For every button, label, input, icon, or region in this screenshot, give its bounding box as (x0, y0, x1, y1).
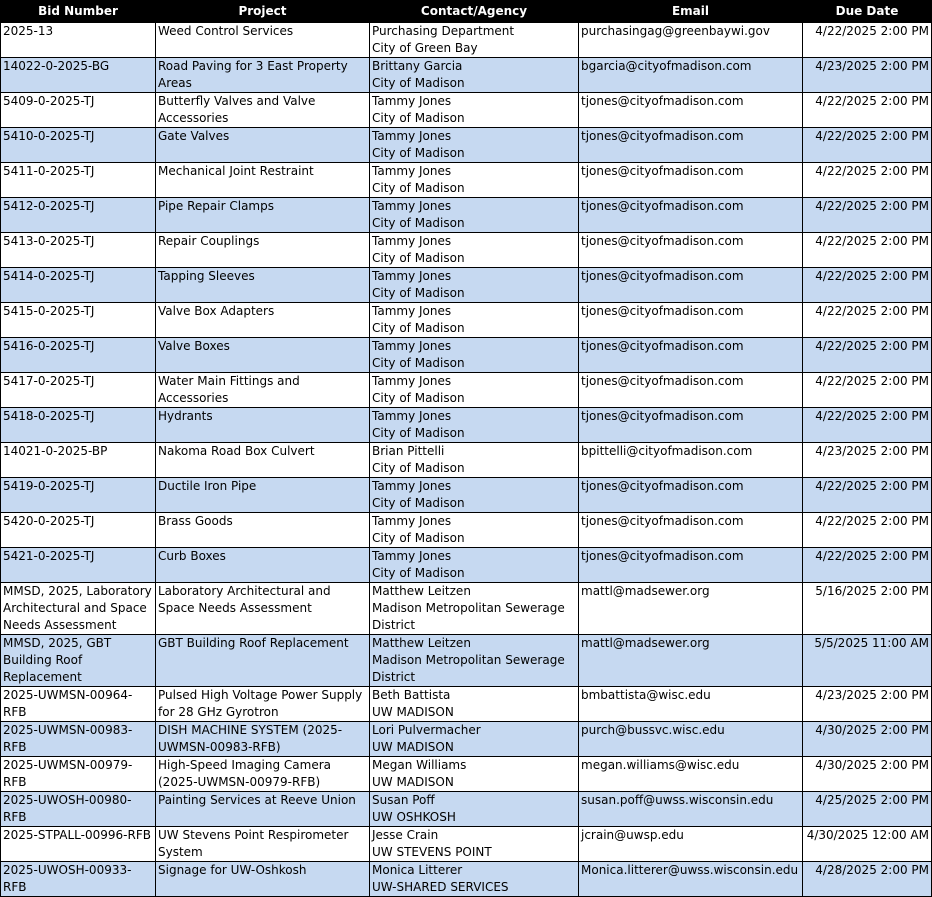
agency-name: City of Madison (372, 146, 465, 160)
agency-name: City of Green Bay (372, 41, 478, 55)
table-row (1, 58, 932, 93)
due-date-cell: 4/23/2025 2:00 PM (803, 687, 932, 722)
bid-number-cell: 14021-0-2025-BP (1, 443, 156, 478)
due-date-cell: 4/22/2025 2:00 PM (803, 408, 932, 443)
due-date-cell: 4/22/2025 2:00 PM (803, 23, 932, 58)
email-cell: tjones@cityofmadison.com (579, 303, 803, 338)
due-date-cell: 5/5/2025 11:00 AM (803, 635, 932, 687)
header-due-date: Due Date (803, 1, 932, 23)
project-cell: Brass Goods (156, 513, 370, 548)
bid-number-cell: MMSD, 2025, GBT Building Roof Replacement (1, 635, 156, 687)
bid-number-cell: 2025-UWMSN-00979-RFB (1, 757, 156, 792)
table-row (1, 478, 932, 513)
table-row (1, 268, 932, 303)
bid-number-cell: 2025-UWMSN-00964-RFB (1, 687, 156, 722)
contact-name: Monica Litterer (372, 863, 463, 877)
contact-agency-cell (370, 513, 579, 548)
contact-agency-cell (370, 443, 579, 478)
contact-agency-cell (370, 722, 579, 757)
table-row (1, 722, 932, 757)
project-cell: Curb Boxes (156, 548, 370, 583)
agency-name: City of Madison (372, 391, 465, 405)
table-row (1, 338, 932, 373)
email-cell: mattl@madsewer.org (579, 583, 803, 635)
table-row (1, 303, 932, 338)
agency-name: City of Madison (372, 566, 465, 580)
due-date-cell: 4/30/2025 12:00 AM (803, 827, 932, 862)
contact-name: Tammy Jones (372, 514, 452, 528)
due-date-cell: 4/22/2025 2:00 PM (803, 93, 932, 128)
bid-number-cell: 5411-0-2025-TJ (1, 163, 156, 198)
email-cell: tjones@cityofmadison.com (579, 408, 803, 443)
table-row (1, 408, 932, 443)
bid-number-cell: 5410-0-2025-TJ (1, 128, 156, 163)
table-row (1, 443, 932, 478)
bid-number-cell: 5409-0-2025-TJ (1, 93, 156, 128)
agency-name: Madison Metropolitan Sewerage District (372, 601, 565, 632)
due-date-cell: 4/22/2025 2:00 PM (803, 373, 932, 408)
contact-agency-cell (370, 548, 579, 583)
project-cell: DISH MACHINE SYSTEM (2025-UWMSN-00983-RFB) (156, 722, 370, 757)
contact-name: Tammy Jones (372, 409, 452, 423)
bid-number-cell: 2025-STPALL-00996-RFB (1, 827, 156, 862)
bid-number-cell: 5420-0-2025-TJ (1, 513, 156, 548)
agency-name: UW MADISON (372, 775, 454, 789)
contact-agency-cell (370, 635, 579, 687)
due-date-cell: 4/25/2025 2:00 PM (803, 792, 932, 827)
bid-number-cell: MMSD, 2025, Laboratory Architectural and Space Needs Assessment (1, 583, 156, 635)
contact-name: Tammy Jones (372, 374, 452, 388)
table-row (1, 233, 932, 268)
email-cell: Monica.litterer@uwss.wisconsin.edu (579, 862, 803, 897)
contact-name: Tammy Jones (372, 269, 452, 283)
agency-name: City of Madison (372, 496, 465, 510)
project-cell: Pulsed High Voltage Power Supply for 28 GHz Gyrotron (156, 687, 370, 722)
project-cell: Laboratory Architectural and Space Needs Assessment (156, 583, 370, 635)
agency-name: City of Madison (372, 181, 465, 195)
contact-name: Megan Williams (372, 758, 467, 772)
agency-name: UW OSHKOSH (372, 810, 456, 824)
project-cell: Hydrants (156, 408, 370, 443)
contact-agency-cell (370, 757, 579, 792)
contact-name: Tammy Jones (372, 339, 452, 353)
due-date-cell: 4/30/2025 2:00 PM (803, 722, 932, 757)
bid-number-cell: 5419-0-2025-TJ (1, 478, 156, 513)
bid-number-cell: 5414-0-2025-TJ (1, 268, 156, 303)
due-date-cell: 4/22/2025 2:00 PM (803, 478, 932, 513)
agency-name: UW MADISON (372, 705, 454, 719)
project-cell: Butterfly Valves and Valve Accessories (156, 93, 370, 128)
contact-agency-cell (370, 23, 579, 58)
header-row (1, 1, 932, 23)
table-row (1, 862, 932, 897)
bid-number-cell: 2025-UWOSH-00933-RFB (1, 862, 156, 897)
project-cell: High-Speed Imaging Camera (2025-UWMSN-00979-RFB) (156, 757, 370, 792)
due-date-cell: 4/22/2025 2:00 PM (803, 198, 932, 233)
contact-agency-cell (370, 338, 579, 373)
project-cell: Valve Boxes (156, 338, 370, 373)
agency-name: City of Madison (372, 426, 465, 440)
agency-name: UW-SHARED SERVICES (372, 880, 509, 894)
contact-agency-cell (370, 827, 579, 862)
table-row (1, 792, 932, 827)
contact-agency-cell (370, 268, 579, 303)
project-cell: Mechanical Joint Restraint (156, 163, 370, 198)
table-row (1, 757, 932, 792)
due-date-cell: 4/22/2025 2:00 PM (803, 128, 932, 163)
contact-agency-cell (370, 792, 579, 827)
table-row (1, 198, 932, 233)
contact-name: Matthew Leitzen (372, 584, 471, 598)
email-cell: susan.poff@uwss.wisconsin.edu (579, 792, 803, 827)
due-date-cell: 4/22/2025 2:00 PM (803, 163, 932, 198)
email-cell: tjones@cityofmadison.com (579, 338, 803, 373)
contact-name: Tammy Jones (372, 199, 452, 213)
email-cell: bmbattista@wisc.edu (579, 687, 803, 722)
due-date-cell: 5/16/2025 2:00 PM (803, 583, 932, 635)
project-cell: Pipe Repair Clamps (156, 198, 370, 233)
email-cell: tjones@cityofmadison.com (579, 163, 803, 198)
table-row (1, 128, 932, 163)
email-cell: tjones@cityofmadison.com (579, 478, 803, 513)
agency-name: City of Madison (372, 531, 465, 545)
contact-agency-cell (370, 373, 579, 408)
table-row (1, 163, 932, 198)
header-project: Project (156, 1, 370, 23)
contact-name: Matthew Leitzen (372, 636, 471, 650)
contact-agency-cell (370, 93, 579, 128)
agency-name: City of Madison (372, 111, 465, 125)
project-cell: Painting Services at Reeve Union (156, 792, 370, 827)
contact-agency-cell (370, 478, 579, 513)
bid-number-cell: 2025-UWMSN-00983-RFB (1, 722, 156, 757)
contact-name: Tammy Jones (372, 304, 452, 318)
agency-name: UW STEVENS POINT (372, 845, 492, 859)
email-cell: jcrain@uwsp.edu (579, 827, 803, 862)
due-date-cell: 4/22/2025 2:00 PM (803, 513, 932, 548)
contact-agency-cell (370, 198, 579, 233)
table-row (1, 93, 932, 128)
due-date-cell: 4/22/2025 2:00 PM (803, 548, 932, 583)
project-cell: Weed Control Services (156, 23, 370, 58)
contact-name: Brian Pittelli (372, 444, 445, 458)
bid-number-cell: 5418-0-2025-TJ (1, 408, 156, 443)
contact-name: Jesse Crain (372, 828, 439, 842)
header-email: Email (579, 1, 803, 23)
table-row (1, 687, 932, 722)
bid-number-cell: 2025-UWOSH-00980-RFB (1, 792, 156, 827)
contact-name: Tammy Jones (372, 549, 452, 563)
email-cell: megan.williams@wisc.edu (579, 757, 803, 792)
project-cell: Gate Valves (156, 128, 370, 163)
email-cell: tjones@cityofmadison.com (579, 233, 803, 268)
agency-name: City of Madison (372, 286, 465, 300)
table-row (1, 548, 932, 583)
bid-number-cell: 5415-0-2025-TJ (1, 303, 156, 338)
bid-number-cell: 5416-0-2025-TJ (1, 338, 156, 373)
agency-name: City of Madison (372, 461, 465, 475)
agency-name: City of Madison (372, 76, 465, 90)
email-cell: tjones@cityofmadison.com (579, 513, 803, 548)
agency-name: City of Madison (372, 251, 465, 265)
contact-name: Brittany Garcia (372, 59, 463, 73)
email-cell: tjones@cityofmadison.com (579, 373, 803, 408)
due-date-cell: 4/30/2025 2:00 PM (803, 757, 932, 792)
bid-number-cell: 14022-0-2025-BG (1, 58, 156, 93)
contact-name: Tammy Jones (372, 234, 452, 248)
table-row (1, 583, 932, 635)
project-cell: UW Stevens Point Respirometer System (156, 827, 370, 862)
bid-number-cell: 5421-0-2025-TJ (1, 548, 156, 583)
table-row (1, 373, 932, 408)
email-cell: tjones@cityofmadison.com (579, 548, 803, 583)
email-cell: mattl@madsewer.org (579, 635, 803, 687)
contact-name: Lori Pulvermacher (372, 723, 481, 737)
project-cell: Signage for UW-Oshkosh (156, 862, 370, 897)
due-date-cell: 4/28/2025 2:00 PM (803, 862, 932, 897)
email-cell: bpittelli@cityofmadison.com (579, 443, 803, 478)
email-cell: tjones@cityofmadison.com (579, 268, 803, 303)
header-bid-number: Bid Number (1, 1, 156, 23)
project-cell: Water Main Fittings and Accessories (156, 373, 370, 408)
project-cell: Tapping Sleeves (156, 268, 370, 303)
contact-agency-cell (370, 687, 579, 722)
contact-agency-cell (370, 58, 579, 93)
contact-agency-cell (370, 862, 579, 897)
due-date-cell: 4/22/2025 2:00 PM (803, 303, 932, 338)
bid-number-cell: 5413-0-2025-TJ (1, 233, 156, 268)
contact-agency-cell (370, 303, 579, 338)
contact-agency-cell (370, 233, 579, 268)
contact-name: Tammy Jones (372, 164, 452, 178)
agency-name: Madison Metropolitan Sewerage District (372, 653, 565, 684)
email-cell: tjones@cityofmadison.com (579, 93, 803, 128)
table-row (1, 513, 932, 548)
contact-name: Purchasing Department (372, 24, 515, 38)
project-cell: Ductile Iron Pipe (156, 478, 370, 513)
contact-name: Tammy Jones (372, 129, 452, 143)
contact-agency-cell (370, 583, 579, 635)
agency-name: City of Madison (372, 216, 465, 230)
contact-agency-cell (370, 408, 579, 443)
contact-name: Susan Poff (372, 793, 435, 807)
contact-name: Beth Battista (372, 688, 451, 702)
due-date-cell: 4/22/2025 2:00 PM (803, 268, 932, 303)
due-date-cell: 4/23/2025 2:00 PM (803, 443, 932, 478)
project-cell: GBT Building Roof Replacement (156, 635, 370, 687)
project-cell: Nakoma Road Box Culvert (156, 443, 370, 478)
project-cell: Road Paving for 3 East Property Areas (156, 58, 370, 93)
agency-name: City of Madison (372, 356, 465, 370)
email-cell: bgarcia@cityofmadison.com (579, 58, 803, 93)
contact-agency-cell (370, 163, 579, 198)
email-cell: tjones@cityofmadison.com (579, 198, 803, 233)
due-date-cell: 4/22/2025 2:00 PM (803, 233, 932, 268)
project-cell: Repair Couplings (156, 233, 370, 268)
email-cell: purchasingag@greenbaywi.gov (579, 23, 803, 58)
header-contact-agency: Contact/Agency (370, 1, 579, 23)
email-cell: tjones@cityofmadison.com (579, 128, 803, 163)
bid-number-cell: 5417-0-2025-TJ (1, 373, 156, 408)
table-row (1, 827, 932, 862)
table-row (1, 635, 932, 687)
agency-name: UW MADISON (372, 740, 454, 754)
contact-name: Tammy Jones (372, 94, 452, 108)
due-date-cell: 4/22/2025 2:00 PM (803, 338, 932, 373)
agency-name: City of Madison (372, 321, 465, 335)
table-row (1, 23, 932, 58)
contact-agency-cell (370, 128, 579, 163)
email-cell: purch@bussvc.wisc.edu (579, 722, 803, 757)
project-cell: Valve Box Adapters (156, 303, 370, 338)
due-date-cell: 4/23/2025 2:00 PM (803, 58, 932, 93)
contact-name: Tammy Jones (372, 479, 452, 493)
bid-number-cell: 5412-0-2025-TJ (1, 198, 156, 233)
bid-number-cell: 2025-13 (1, 23, 156, 58)
